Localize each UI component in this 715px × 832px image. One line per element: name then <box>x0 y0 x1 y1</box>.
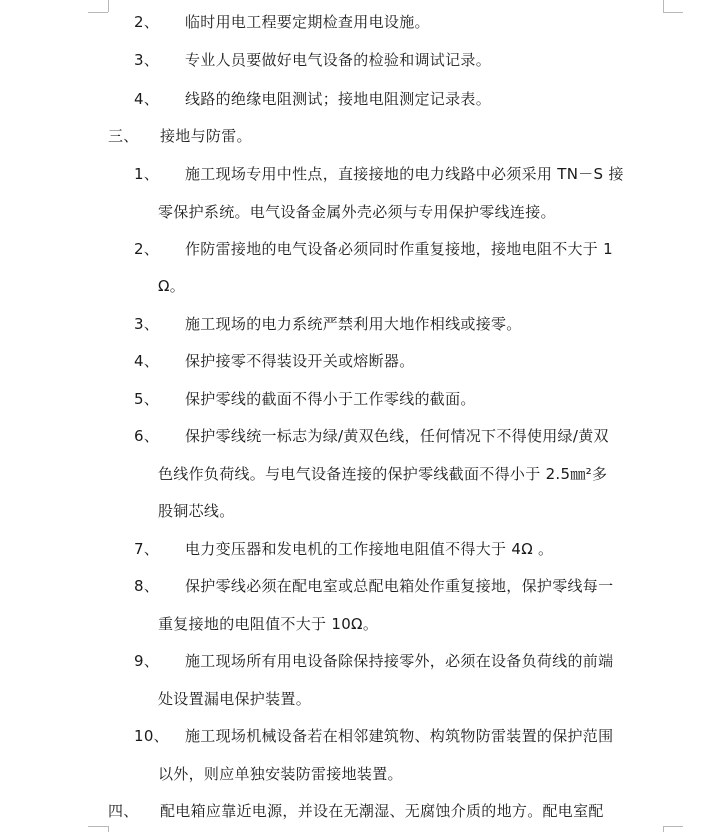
item-text: 保护零线统一标志为绿/黄双色线，任何情况下不得使用绿/黄双 <box>185 427 609 445</box>
item-number: 4、 <box>134 90 160 108</box>
section-heading-number: 三、 <box>108 127 139 145</box>
item-text-continuation: 股铜芯线。 <box>158 502 235 520</box>
crop-mark-bottom-left-v <box>108 826 109 832</box>
section-heading-title: 接地与防雷。 <box>160 127 252 145</box>
crop-mark-top-left-h <box>88 12 108 13</box>
item-text-continuation: Ω。 <box>158 277 186 295</box>
item-number: 2、 <box>134 13 160 31</box>
item-text: 施工现场机械设备若在相邻建筑物、构筑物防雷装置的保护范围 <box>185 727 614 745</box>
section-heading-number: 四、 <box>108 802 139 820</box>
item-number: 2、 <box>134 240 160 258</box>
item-number: 3、 <box>134 315 160 333</box>
item-number: 10、 <box>134 727 169 745</box>
item-text: 保护接零不得装设开关或熔断器。 <box>185 352 415 370</box>
crop-mark-bottom-left-h <box>88 826 108 827</box>
item-text: 保护零线的截面不得小于工作零线的截面。 <box>185 390 476 408</box>
item-text: 施工现场的电力系统严禁利用大地作相线或接零。 <box>185 315 522 333</box>
item-text-continuation: 零保护系统。电气设备金属外壳必须与专用保护零线连接。 <box>158 203 556 221</box>
item-number: 4、 <box>134 352 160 370</box>
item-text: 线路的绝缘电阻测试；接地电阻测定记录表。 <box>185 90 492 108</box>
item-number: 6、 <box>134 427 160 445</box>
crop-mark-bottom-right-h <box>663 826 683 827</box>
item-text-continuation: 色线作负荷线。与电气设备连接的保护零线截面不得小于 2.5㎜²多 <box>158 465 608 483</box>
item-number: 7、 <box>134 540 160 558</box>
item-text: 保护零线必须在配电室或总配电箱处作重复接地，保护零线每一 <box>185 577 614 595</box>
crop-mark-top-left-v <box>108 0 109 12</box>
item-text: 电力变压器和发电机的工作接地电阻值不得大于 4Ω 。 <box>185 540 554 558</box>
crop-mark-bottom-right-v <box>663 826 664 832</box>
item-text: 施工现场专用中性点，直接接地的电力线路中必须采用 TN－S 接 <box>185 165 624 183</box>
item-text: 施工现场所有用电设备除保持接零外，必须在设备负荷线的前端 <box>185 652 614 670</box>
item-number: 9、 <box>134 652 160 670</box>
item-number: 5、 <box>134 390 160 408</box>
item-number: 3、 <box>134 51 160 69</box>
crop-mark-top-right-v <box>663 0 664 12</box>
item-text: 作防雷接地的电气设备必须同时作重复接地，接地电阻不大于 1 <box>185 240 614 258</box>
item-text: 专业人员要做好电气设备的检验和调试记录。 <box>185 51 492 69</box>
item-text: 临时用电工程要定期检查用电设施。 <box>185 13 430 31</box>
item-number: 8、 <box>134 577 160 595</box>
item-number: 1、 <box>134 165 160 183</box>
item-text-continuation: 处设置漏电保护装置。 <box>158 690 312 708</box>
crop-mark-top-right-h <box>663 12 683 13</box>
item-text-continuation: 以外，则应单独安装防雷接地装置。 <box>158 765 403 783</box>
item-text-continuation: 重复接地的电阻值不大于 10Ω。 <box>158 615 379 633</box>
section-heading-title: 配电箱应靠近电源，并设在无潮湿、无腐蚀介质的地方。配电室配 <box>160 802 604 820</box>
